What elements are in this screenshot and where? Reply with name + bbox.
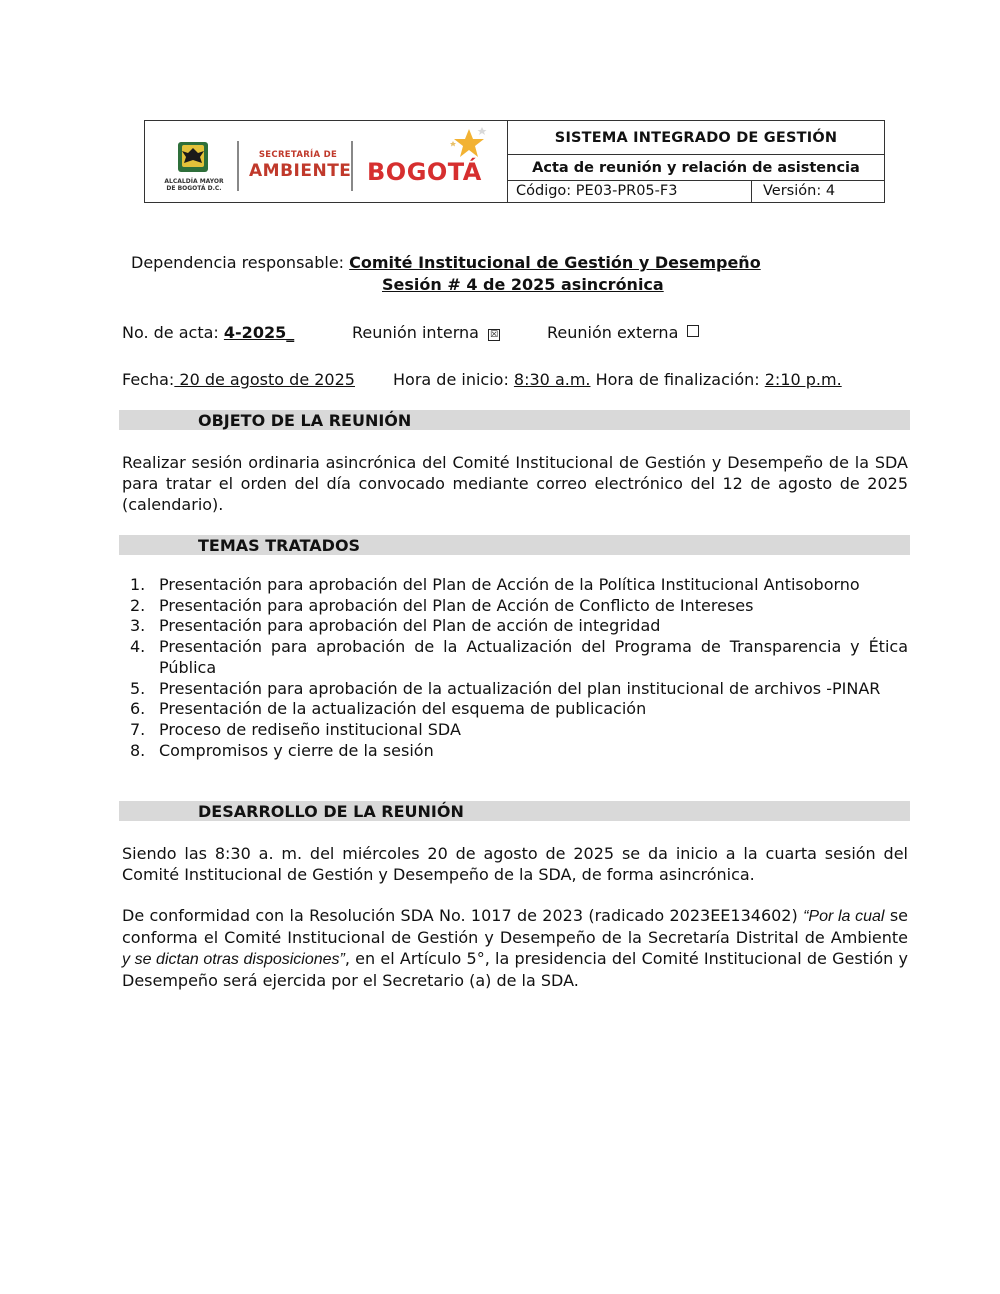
acta-value: 4-2025_ — [223, 323, 295, 342]
list-item-number: 2. — [130, 595, 146, 615]
horas-line — [393, 370, 842, 389]
desarrollo-paragraph-2 — [122, 905, 908, 991]
list-item-text: Presentación para aprobación del Plan de Acción de la Política Institucional Antisoborno — [159, 575, 860, 594]
bogota-logo-text: BOGOTÁ — [367, 158, 482, 186]
list-item-number: 7. — [130, 719, 146, 739]
section-objeto-header — [119, 410, 910, 430]
dependencia-value: Comité Institucional de Gestión y Desempeño — [349, 253, 761, 272]
list-item-text: Presentación para aprobación de la actualización del plan institucional de archivos -PINAR — [159, 678, 881, 698]
reunion-externa-checkbox[interactable] — [687, 325, 699, 337]
section-temas-header — [119, 535, 910, 555]
list-item-text: Presentación de la actualización del esquema de publicación — [159, 699, 647, 719]
reunion-interna-checkbox[interactable]: ☒ — [489, 330, 499, 340]
list-item — [122, 637, 908, 678]
fecha-value: 20 de agosto de 2025 — [174, 370, 355, 389]
hora-inicio-value: 8:30 a.m. — [513, 370, 591, 389]
list-item — [122, 616, 908, 637]
list-item — [122, 596, 908, 617]
acta-number — [122, 323, 294, 342]
list-item-number: 6. — [130, 699, 146, 719]
reunion-externa-label: Reunión externa — [547, 323, 679, 342]
list-item — [122, 679, 908, 700]
header-info-cell — [508, 121, 884, 202]
list-item-text: Presentación para aprobación de la Actualización del Programa de Transparencia y Ética Pública — [159, 637, 908, 677]
section-objeto-title: OBJETO DE LA REUNIÓN — [198, 411, 412, 430]
list-item — [122, 720, 908, 741]
list-item-text: Compromisos y cierre de la sesión — [159, 740, 434, 760]
section-desarrollo-title: DESARROLLO DE LA REUNIÓN — [198, 802, 464, 821]
document-version: Versión: 4 — [763, 183, 836, 199]
list-item-number: 8. — [130, 740, 146, 760]
list-item-text: Presentación para aprobación del Plan de Acción de Conflicto de Intereses — [159, 595, 754, 615]
logos-cell — [145, 121, 508, 202]
fecha-line — [122, 370, 355, 389]
section-desarrollo-header — [119, 801, 910, 821]
star-icon — [447, 127, 487, 161]
paragraph-2-text: De conformidad con la Resolución SDA No. 1017 de 2023 (radicado 2023EE134602) — [122, 906, 804, 925]
document-code: Código: PE03-PR05-F3 — [508, 181, 752, 202]
acta-label: No. de acta: — [122, 323, 219, 342]
list-item — [122, 741, 908, 762]
logo-divider — [351, 141, 353, 191]
bogota-crest-icon — [175, 141, 211, 173]
document-header-table — [144, 120, 885, 203]
list-item-text: Presentación para aprobación del Plan de acción de integridad — [159, 616, 661, 636]
paragraph-2-text: se conforma el Comité Institucional de Gestión y Desempeño de la Secretaría Distrital de Ambiente — [122, 906, 908, 947]
crest-caption-line1: ALCALDÍA MAYOR — [164, 178, 224, 185]
secretaria-logo-small-text: SECRETARÍA DE — [258, 150, 338, 160]
temas-list — [122, 575, 908, 761]
hora-fin-label: Hora de finalización: — [595, 370, 760, 389]
list-item-text: Proceso de rediseño institucional SDA — [159, 719, 461, 739]
secretaria-logo-big-text: AMBIENTE — [249, 161, 352, 181]
list-item-number: 5. — [130, 678, 146, 698]
crest-caption — [159, 178, 229, 192]
crest-caption-line2: DE BOGOTÁ D.C. — [166, 185, 222, 192]
paragraph-2-italic-quote: “Por la cual — [803, 908, 885, 925]
paragraph-2-italic-quote: y se dictan otras disposiciones” — [122, 951, 345, 968]
hora-fin-value: 2:10 p.m. — [764, 370, 842, 389]
reunion-interna-label: Reunión interna — [352, 323, 479, 342]
objeto-paragraph: Realizar sesión ordinaria asincrónica del Comité Institucional de Gestión y Desempeño de la SDA para tratar el orden del día convocado mediante correo electrónico del 12 de agosto de 2025 (calendario). — [122, 453, 908, 514]
logo-divider — [237, 141, 239, 191]
system-title: SISTEMA INTEGRADO DE GESTIÓN — [508, 121, 884, 155]
reunion-externa — [547, 323, 699, 342]
list-item — [122, 699, 908, 720]
section-temas-title: TEMAS TRATADOS — [198, 536, 361, 555]
list-item — [122, 575, 908, 596]
document-title: Acta de reunión y relación de asistencia — [508, 155, 884, 181]
code-version-row — [508, 181, 884, 202]
paragraph-2-text: , en el Artículo 5°, la presidencia del Comité Institucional de Gestión y Desempeño será ejercida por el Secretario (a) de la SDA. — [122, 949, 909, 990]
fecha-label: Fecha: — [122, 370, 175, 389]
reunion-interna — [352, 323, 500, 342]
dependencia-line — [131, 253, 761, 272]
hora-inicio-label: Hora de inicio: — [393, 370, 509, 389]
list-item-number: 3. — [130, 616, 146, 636]
list-item-number: 1. — [130, 575, 146, 594]
desarrollo-paragraph-1: Siendo las 8:30 a. m. del miércoles 20 de agosto de 2025 se da inicio a la cuarta sesión del Comité Institucional de Gestión y Desempeño de la SDA, de forma asincrónica. — [122, 844, 908, 884]
dependencia-label: Dependencia responsable: — [131, 253, 345, 272]
list-item-number: 4. — [130, 637, 146, 657]
session-title: Sesión # 4 de 2025 asincrónica — [382, 275, 664, 294]
